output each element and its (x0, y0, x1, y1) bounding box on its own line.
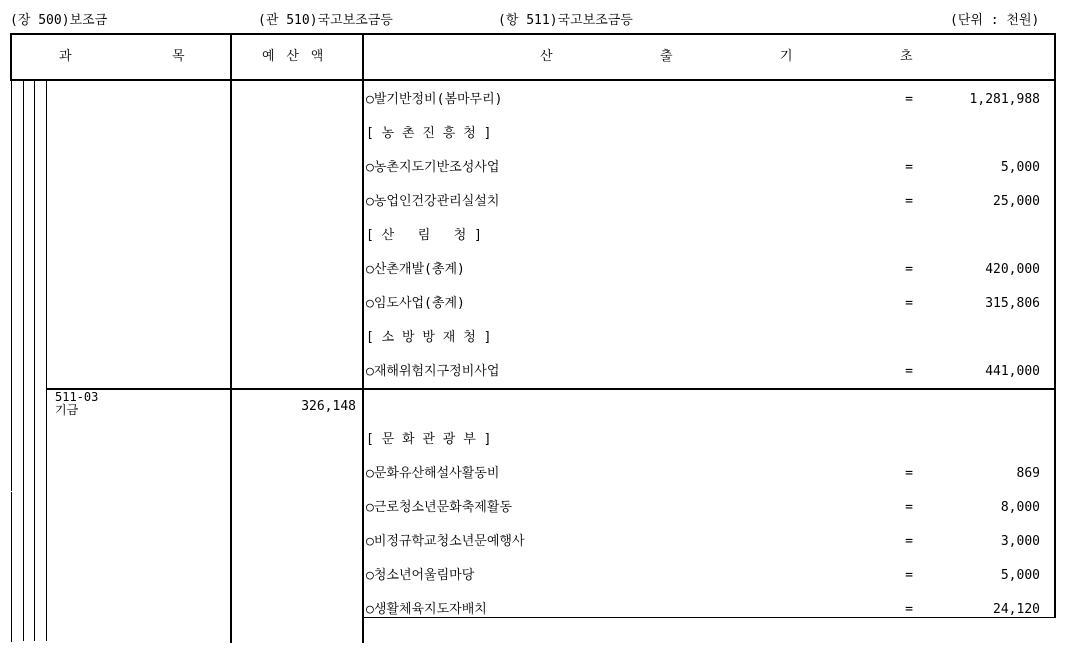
table-left-border (10, 33, 12, 81)
item-amount: 25,000 (993, 194, 1040, 209)
header-budget: 예 산 액 (262, 49, 326, 64)
item-equals: = (905, 160, 913, 175)
table-top-border (10, 33, 1056, 35)
item-equals: = (905, 296, 913, 311)
item-label: ○생활체육지도자배치 (366, 602, 487, 617)
item-label: ○근로청소년문화축제활동 (366, 500, 512, 515)
item-amount: 315,806 (985, 296, 1040, 311)
item-label: ○산촌개발(총계) (366, 262, 465, 277)
subject-name: 기금 (55, 403, 79, 417)
title-gwan: (관 510)국고보조금등 (258, 13, 393, 28)
header-basis-4: 초 (900, 49, 913, 64)
subject-code: 511-03 (55, 390, 99, 404)
header-basis-1: 산 (540, 49, 553, 64)
col-sep-basis (362, 33, 364, 643)
title-hang: (항 511)국고보조금등 (498, 13, 633, 28)
item-amount: 5,000 (1000, 160, 1040, 175)
hierarchy-line-3 (46, 81, 47, 641)
item-equals: = (905, 568, 913, 583)
item-label: ○문화유산해설사활동비 (366, 466, 500, 481)
item-amount: 8,000 (1000, 500, 1040, 515)
item-amount: 441,000 (985, 364, 1040, 379)
block-separator (47, 388, 1056, 390)
hierarchy-line-0b (11, 492, 12, 642)
section-label: [ 농 촌 진 흥 청 ] (366, 126, 492, 141)
subject-budget: 326,148 (301, 399, 356, 414)
item-label: ○농촌지도기반조성사업 (366, 160, 500, 175)
item-label: ○청소년어울림마당 (366, 568, 475, 583)
header-bottom-border (10, 79, 1056, 81)
item-label: ○재해위험지구정비사업 (366, 364, 500, 379)
hierarchy-line-1 (23, 81, 24, 641)
hierarchy-line-0 (11, 81, 12, 491)
item-amount: 869 (1016, 466, 1040, 481)
title-jang: (장 500)보조금 (10, 13, 108, 28)
table-right-border (1054, 33, 1056, 617)
item-label: ○비정규학교청소년문예행사 (366, 534, 525, 549)
header-subject-b: 목 (172, 49, 185, 64)
item-label: ○발기반정비(봄마무리) (366, 92, 503, 107)
section-label: [ 산 림 청 ] (366, 228, 482, 243)
item-equals: = (905, 602, 913, 617)
item-amount: 420,000 (985, 262, 1040, 277)
item-equals: = (905, 194, 913, 209)
item-label: ○임도사업(총계) (366, 296, 465, 311)
item-equals: = (905, 364, 913, 379)
unit-label: (단위 : 천원) (950, 13, 1040, 28)
hierarchy-line-2 (34, 81, 35, 641)
header-subject-a: 과 (59, 49, 72, 64)
item-equals: = (905, 466, 913, 481)
item-amount: 5,000 (1000, 568, 1040, 583)
item-amount: 3,000 (1000, 534, 1040, 549)
item-equals: = (905, 92, 913, 107)
section-label: [ 문 화 관 광 부 ] (366, 432, 492, 447)
col-sep-budget (230, 33, 232, 643)
item-equals: = (905, 500, 913, 515)
section-label: [ 소 방 방 재 청 ] (366, 330, 492, 345)
item-equals: = (905, 262, 913, 277)
header-basis-3: 기 (780, 49, 793, 64)
header-basis-2: 출 (660, 49, 673, 64)
item-equals: = (905, 534, 913, 549)
item-amount: 24,120 (993, 602, 1040, 617)
item-label: ○농업인건강관리실설치 (366, 194, 500, 209)
item-amount: 1,281,988 (969, 92, 1040, 107)
